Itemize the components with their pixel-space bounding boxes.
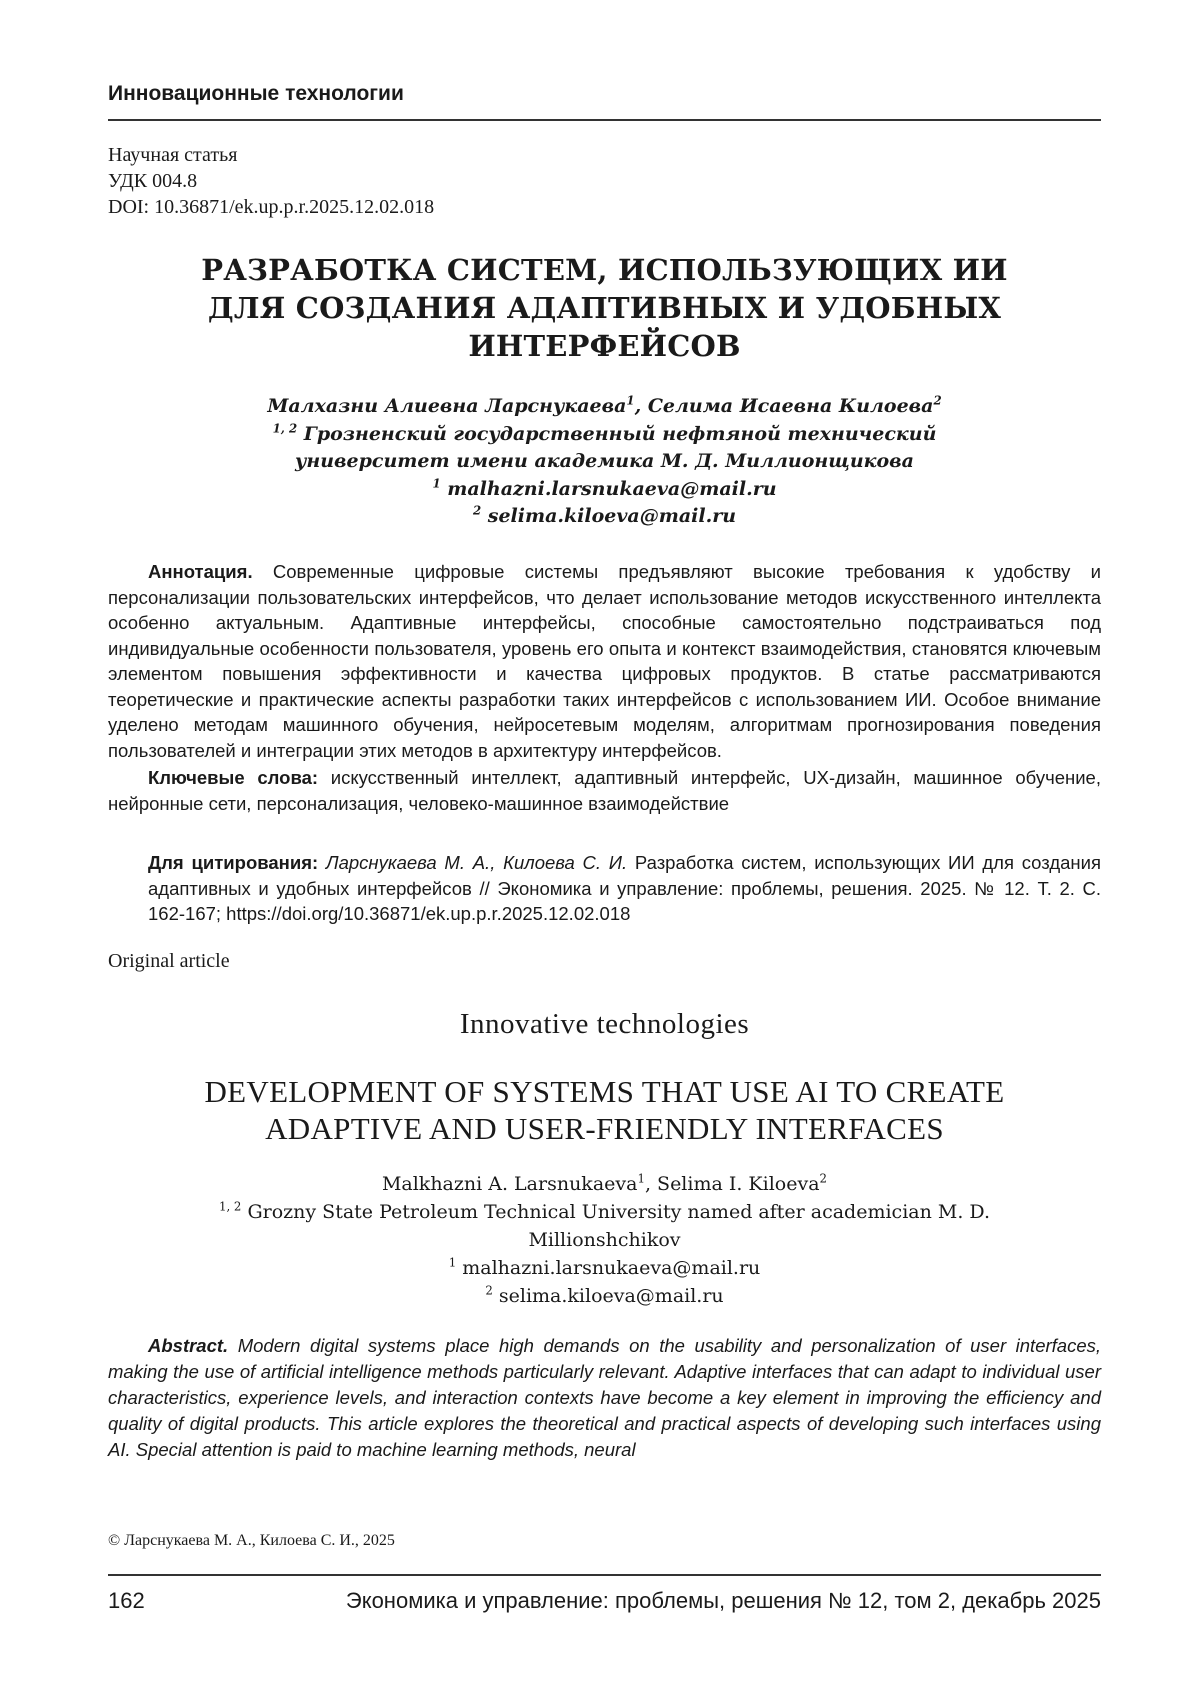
en-email-1-sup: 1 xyxy=(448,1255,457,1270)
journal-info: Экономика и управление: проблемы, решения № 12, том 2, декабрь 2025 xyxy=(345,1588,1101,1613)
en-section-title: Innovative technologies xyxy=(459,1008,750,1040)
ru-affiliation-line: университет имени академика М. Д. Миллионщикова xyxy=(295,450,914,472)
en-affiliation-line: Millionshchikov xyxy=(528,1229,681,1251)
en-author-separator: , xyxy=(644,1173,658,1195)
ru-keywords xyxy=(108,765,1101,816)
en-author-2-sup: 2 xyxy=(819,1171,828,1186)
udc-code: УДК 004.8 xyxy=(108,170,198,192)
header-divider xyxy=(108,119,1101,121)
ru-keywords-text: искусственный интеллект, адаптивный интерфейс, UX-дизайн, машинное обучение, нейронные сети, персонализация, человеко-машинное взаимодействие xyxy=(108,767,1101,814)
ru-citation-label: Для цитирования: xyxy=(148,852,319,873)
en-affiliation-line xyxy=(108,1198,1101,1226)
ru-keywords-label: Ключевые слова: xyxy=(148,767,319,788)
ru-author-names xyxy=(108,393,1101,421)
doi: DOI: 10.36871/ek.up.p.r.2025.12.02.018 xyxy=(108,196,435,218)
ru-email-1[interactable] xyxy=(108,476,1101,504)
en-abstract-text: Modern digital systems place high demands on the usability and personalization of user interfaces, making the use of artificial intelligence methods particularly relevant. Adaptive interfaces that can adapt to individual user characteristics, experience levels, and interaction contexts have become a key element in improving the efficiency and quality of digital products. This article explores the theoretical and practical aspects of developing such interfaces using AI. Special attention is paid to machine learning methods, neural xyxy=(108,1335,1101,1460)
ru-authors-block xyxy=(108,393,1101,531)
ru-title-line: ДЛЯ СОЗДАНИЯ АДАПТИВНЫХ И УДОБНЫХ xyxy=(207,291,1002,325)
ru-citation-text: Разработка систем, использующих ИИ для создания адаптивных и удобных интерфейсов // Экономика и управление: проблемы, решения. 2025. № 12. Т. 2. С. 162-167; https://doi.org/10.36871/ek.up.p.r.2025.12.02.018 xyxy=(148,852,1101,924)
en-email-1-link[interactable]: malhazni.larsnukaeva@mail.ru xyxy=(456,1257,761,1279)
footer-divider xyxy=(108,1574,1101,1576)
ru-affiliation-text: Грозненский государственный нефтяной технический xyxy=(297,422,937,445)
en-author-1-sup: 1 xyxy=(637,1171,645,1186)
ru-abstract xyxy=(108,559,1101,763)
ru-author-separator: , xyxy=(634,395,648,417)
en-email-2-sup: 2 xyxy=(485,1283,493,1298)
ru-email-2[interactable] xyxy=(108,503,1101,531)
ru-email-1-link[interactable]: malhazni.larsnukaeva@mail.ru xyxy=(440,477,777,500)
page-number: 162 xyxy=(108,1588,145,1613)
article-meta xyxy=(108,142,434,220)
en-email-2[interactable] xyxy=(108,1282,1101,1310)
ru-citation-authors: Ларснукаева М. А., Килоева С. И. xyxy=(318,852,628,873)
ru-title-line: РАЗРАБОТКА СИСТЕМ, ИСПОЛЬЗУЮЩИХ ИИ xyxy=(201,253,1008,287)
ru-author-1-sup: 1 xyxy=(626,393,635,408)
copyright-notice: © Ларснукаева М. А., Килоева С. И., 2025 xyxy=(108,1532,395,1549)
en-article-type: Original article xyxy=(108,950,230,972)
article-page xyxy=(108,0,1101,1698)
en-article-title xyxy=(108,1073,1101,1147)
ru-affiliation-line xyxy=(108,421,1101,449)
ru-author-2-sup: 2 xyxy=(933,393,942,408)
ru-abstract-text: Современные цифровые системы предъявляют высокие требования к удобству и персонализации пользовательских интерфейсов, что делает использование методов искусственного интеллекта особенно актуальным. Адаптивные интерфейсы, способные самостоятельно подстраиваться под индивидуальные особенности пользователя, уровень его опыта и контекст взаимодействия, становятся ключевым элементом повышения эффективности и качества цифровых продуктов. В статье рассматриваются теоретические и практические аспекты разработки таких интерфейсов с использованием ИИ. Особое внимание уделено методам машинного обучения, нейросетевым моделям, алгоритмам прогнозирования поведения пользователей и интеграции этих методов в архитектуру интерфейсов. xyxy=(108,561,1101,761)
en-author-2: Selima I. Kiloeva xyxy=(657,1173,820,1195)
ru-author-2: Селима Исаевна Килоева xyxy=(647,395,934,417)
en-author-names xyxy=(108,1170,1101,1198)
en-email-1[interactable] xyxy=(108,1254,1101,1282)
ru-title-line: ИНТЕРФЕЙСОВ xyxy=(468,329,741,363)
en-title-line: ADAPTIVE AND USER-FRIENDLY INTERFACES xyxy=(265,1111,944,1146)
en-affiliation-text: Grozny State Petroleum Technical University named after academician M. D. xyxy=(241,1201,991,1223)
ru-email-1-sup: 1 xyxy=(432,476,441,491)
running-head: Инновационные технологии xyxy=(108,82,404,105)
en-affiliation-sup: 1, 2 xyxy=(218,1199,242,1214)
article-type: Научная статья xyxy=(108,144,238,166)
en-title-line: DEVELOPMENT OF SYSTEMS THAT USE AI TO CREATE xyxy=(204,1074,1005,1109)
ru-article-title xyxy=(108,251,1101,365)
en-email-2-link[interactable]: selima.kiloeva@mail.ru xyxy=(492,1285,724,1307)
en-abstract xyxy=(108,1333,1101,1463)
ru-email-2-link[interactable]: selima.kiloeva@mail.ru xyxy=(481,505,737,527)
en-authors-block xyxy=(108,1170,1101,1310)
ru-author-1: Малхазни Алиевна Ларснукаева xyxy=(267,395,627,417)
ru-citation xyxy=(148,850,1101,927)
ru-affiliation-sup: 1, 2 xyxy=(272,421,298,436)
en-abstract-label: Abstract. xyxy=(148,1335,229,1356)
ru-email-2-sup: 2 xyxy=(472,503,482,518)
ru-abstract-label: Аннотация. xyxy=(148,561,253,582)
en-author-1: Malkhazni A. Larsnukaeva xyxy=(381,1173,638,1195)
